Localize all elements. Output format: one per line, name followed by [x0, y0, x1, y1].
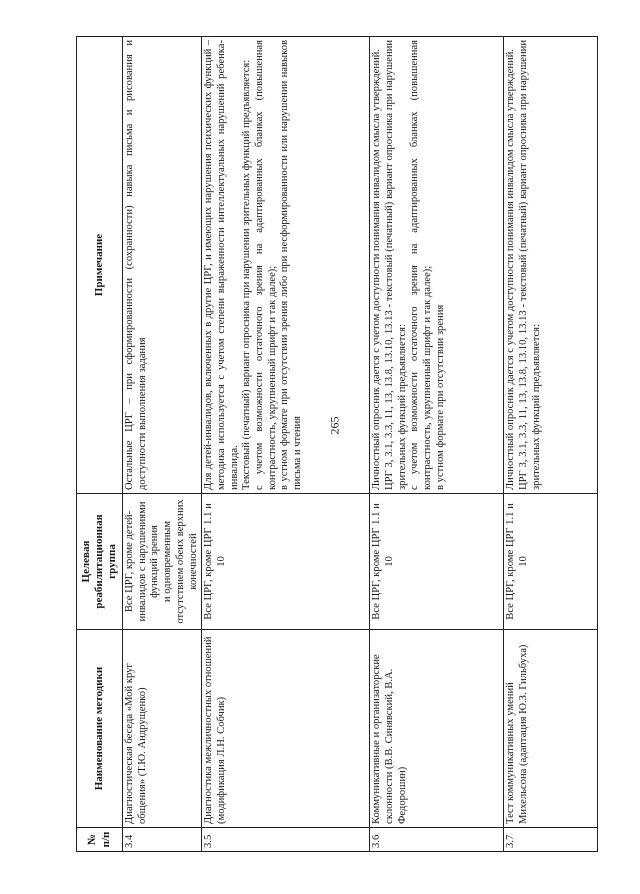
note-paragraph: с учетом возможности остаточного зрения на адаптированных бланках (повышенная контрастность, укрупненный шрифт и так далее); [254, 40, 278, 490]
row-group [504, 494, 598, 630]
header-note: Примечание [77, 37, 123, 494]
table-row [504, 37, 598, 852]
note-paragraph: ЦРГ 3, 3.1, 3.3, 11, 13, 13.8, 13.10, 13.13 - текстовый (печатный) вариант опросника при нарушении зрительных функций предъявляется: [383, 40, 408, 490]
note-paragraph: с учетом возможности остаточного зрения на адаптированных бланках (повышенная контрастность, укрупненный шрифт и так далее); [409, 40, 434, 490]
note-paragraph: Личностный опросник дается с учетом доступности понимания инвалидом смысла утверждений. [505, 49, 517, 490]
note-paragraph: в устном формате при отсутствии зрения либо при несформированности или нарушении навыков письма и чтения [279, 40, 304, 490]
row-note [123, 37, 202, 494]
note-paragraph: ЦРГ 3, 3.1, 3.3, 11, 13, 13.8, 13.10, 13.13 - текстовый (печатный) вариант опросника при нарушении зрительных функций предъявляется: [517, 40, 542, 490]
header-method: Наименование методики [77, 630, 123, 828]
table-row [123, 37, 202, 852]
row-note [202, 37, 370, 494]
row-method: Диагностическая беседа «Мой круг общения» (Т.Ю. Андрущенко) [123, 630, 202, 828]
row-group [202, 494, 370, 630]
row-method: Диагностика межличностных отношений (модификация Л.Н. Собчик) [202, 630, 370, 828]
table-row [370, 37, 504, 852]
row-num: 3.7 [504, 828, 598, 852]
group-line: Все ЦРГ, кроме ЦРГ 1.1 и 10 [371, 503, 395, 620]
note-paragraph: Личностный опросник дается с учетом доступности понимания инвалидом смысла утверждений. [371, 49, 383, 490]
group-line: и одновременным отсутствием обеих верхних конечностей [162, 499, 199, 624]
row-num: 3.5 [202, 828, 370, 852]
row-num: 3.4 [123, 828, 202, 852]
group-line: Все ЦРГ, кроме ЦРГ 1.1 и 10 [505, 503, 529, 620]
note-paragraph: в устном формате при отсутствии зрения [434, 304, 446, 490]
table-row [202, 37, 370, 852]
group-line: Все ЦРГ, кроме ЦРГ 1.1 и 10 [203, 503, 227, 620]
note-paragraph: Остальные ЦРГ – при сформированности (сохранности) навыка письма и рисования и доступности выполнения задания [124, 40, 148, 490]
page-number: 265 [327, 416, 342, 435]
row-num: 3.6 [370, 828, 504, 852]
row-group [370, 494, 504, 630]
group-line: Все ЦРГ, кроме детей-инвалидов с нарушениями функций зрения [124, 501, 161, 622]
row-group [123, 494, 202, 630]
header-num: № п/п [77, 828, 123, 852]
table-header-row [77, 37, 123, 852]
methods-table [76, 36, 598, 852]
row-note [504, 37, 598, 494]
note-paragraph: Текстовый (печатный) вариант опросника при нарушении зрительных функций предъявляется: [241, 59, 253, 490]
row-method: Коммуникативные и организаторские склонности (В.В. Синявский, В.А. Федорошин) [370, 630, 504, 828]
row-note [370, 37, 504, 494]
header-group: Целевая реабилитационная группа [77, 494, 123, 630]
rotated-page-content [76, 37, 588, 852]
note-paragraph: Для детей-инвалидов, включенных в другие ЦРГ, и имеющих нарушения психических функций – методика используется с учетом степени выраженности интеллектуальных нарушений ребенка-инвалида. [203, 40, 240, 490]
row-method: Тест коммуникативных умений Михельсона (адаптация Ю.З. Гильбуха) [504, 630, 598, 828]
